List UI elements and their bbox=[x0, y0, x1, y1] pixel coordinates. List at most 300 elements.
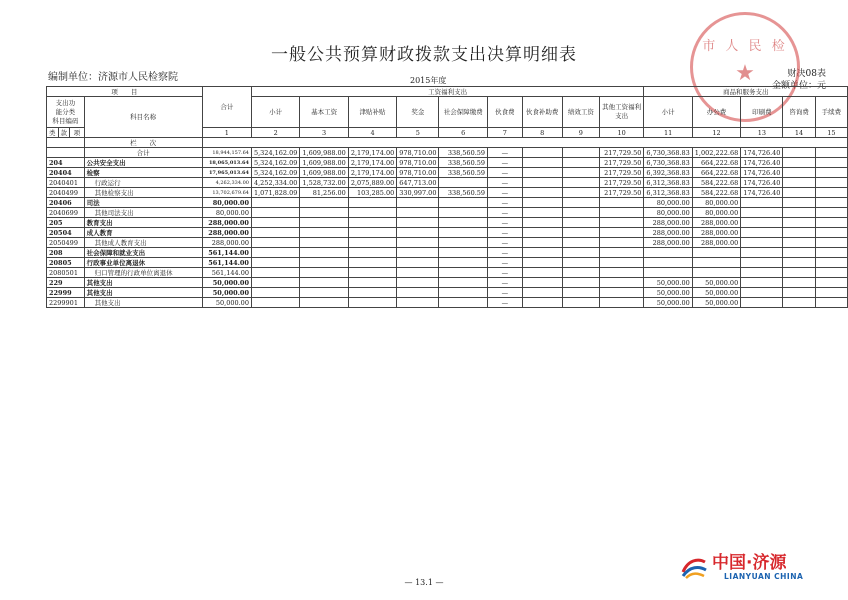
cell-col-2 bbox=[251, 208, 299, 218]
subject-name: 行政运行 bbox=[84, 178, 202, 188]
col-number-7: 7 bbox=[488, 128, 523, 138]
cell-col-1: 561,144.00 bbox=[202, 258, 251, 268]
cell-col-13: 174,726.40 bbox=[741, 188, 783, 198]
cell-col-5 bbox=[397, 278, 439, 288]
wage-col-8: 绩效工资 bbox=[562, 97, 599, 128]
cell-col-8 bbox=[522, 188, 562, 198]
form-number: 财决08表 bbox=[787, 69, 826, 79]
cell-col-1: 288,000.00 bbox=[202, 238, 251, 248]
cell-col-6 bbox=[439, 298, 488, 308]
cell-col-8 bbox=[522, 268, 562, 278]
cell-col-11: 288,000.00 bbox=[644, 238, 692, 248]
col-number-9: 9 bbox=[562, 128, 599, 138]
cell-col-13: 174,726.40 bbox=[741, 158, 783, 168]
subject-name: 公共安全支出 bbox=[84, 158, 202, 168]
cell-col-15 bbox=[815, 268, 847, 278]
cell-col-6: 338,560.59 bbox=[439, 188, 488, 198]
table-row bbox=[47, 248, 848, 258]
cell-col-12: 80,000.00 bbox=[692, 208, 740, 218]
cell-col-7: — bbox=[488, 148, 523, 158]
cell-col-11 bbox=[644, 258, 692, 268]
cell-col-12: 664,222.68 bbox=[692, 158, 740, 168]
cell-col-10 bbox=[599, 298, 643, 308]
cell-col-8 bbox=[522, 208, 562, 218]
cell-col-1: 17,965,013.64 bbox=[202, 168, 251, 178]
cell-col-15 bbox=[815, 238, 847, 248]
xiang-header: 项 bbox=[70, 128, 85, 138]
cell-col-7: — bbox=[488, 268, 523, 278]
cell-col-5 bbox=[397, 268, 439, 278]
cell-col-3 bbox=[300, 218, 348, 228]
cell-col-11 bbox=[644, 268, 692, 278]
cell-col-6 bbox=[439, 178, 488, 188]
cell-col-9 bbox=[562, 218, 599, 228]
cell-col-1: 13,702,679.64 bbox=[202, 188, 251, 198]
cell-col-6 bbox=[439, 268, 488, 278]
cell-col-11: 6,730,368.83 bbox=[644, 148, 692, 158]
cell-col-10 bbox=[599, 238, 643, 248]
cell-col-9 bbox=[562, 228, 599, 238]
cell-col-8 bbox=[522, 228, 562, 238]
cell-col-4 bbox=[348, 288, 396, 298]
cell-col-13: 174,726.40 bbox=[741, 148, 783, 158]
col-number-1: 1 bbox=[202, 128, 251, 138]
table-row bbox=[47, 288, 848, 298]
cell-col-3 bbox=[300, 288, 348, 298]
cell-col-4 bbox=[348, 208, 396, 218]
cell-col-6 bbox=[439, 288, 488, 298]
wage-col-9: 其他工资福利支出 bbox=[599, 97, 643, 128]
cell-col-7: — bbox=[488, 238, 523, 248]
subject-code: 22999 bbox=[47, 288, 85, 298]
cell-col-4 bbox=[348, 258, 396, 268]
cell-col-3 bbox=[300, 258, 348, 268]
cell-col-14 bbox=[783, 228, 815, 238]
cell-col-9 bbox=[562, 178, 599, 188]
table-row bbox=[47, 158, 848, 168]
cell-col-13 bbox=[741, 258, 783, 268]
cell-col-6 bbox=[439, 228, 488, 238]
goods-col-1: 小计 bbox=[644, 97, 692, 128]
cell-col-11: 50,000.00 bbox=[644, 278, 692, 288]
wage-col-7: 伙食补助费 bbox=[522, 97, 562, 128]
subject-name: 司法 bbox=[84, 198, 202, 208]
cell-col-10: 217,729.50 bbox=[599, 178, 643, 188]
cell-col-14 bbox=[783, 208, 815, 218]
wage-col-1: 小计 bbox=[251, 97, 299, 128]
col-number-13: 13 bbox=[741, 128, 783, 138]
expenditure-table bbox=[46, 86, 848, 308]
cell-col-15 bbox=[815, 158, 847, 168]
subject-code: 20406 bbox=[47, 198, 85, 208]
cell-col-8 bbox=[522, 248, 562, 258]
cell-col-6: 338,560.59 bbox=[439, 148, 488, 158]
cell-col-3 bbox=[300, 238, 348, 248]
compiling-unit: 编制单位：济源市人民检察院 bbox=[48, 72, 178, 83]
subject-name: 其他成人教育支出 bbox=[84, 238, 202, 248]
cell-col-11: 50,000.00 bbox=[644, 288, 692, 298]
goods-col-3: 印刷费 bbox=[741, 97, 783, 128]
cell-col-7: — bbox=[488, 188, 523, 198]
cell-col-8 bbox=[522, 198, 562, 208]
cell-col-11: 288,000.00 bbox=[644, 228, 692, 238]
cell-col-13 bbox=[741, 248, 783, 258]
report-year: 2015年度 bbox=[410, 76, 447, 85]
cell-col-4 bbox=[348, 248, 396, 258]
cell-col-1: 18,944,157.64 bbox=[202, 148, 251, 158]
cell-col-13 bbox=[741, 198, 783, 208]
table-row bbox=[47, 208, 848, 218]
page-number: — 13.1 — bbox=[404, 578, 444, 587]
cell-col-12 bbox=[692, 248, 740, 258]
seal-star-icon: ★ bbox=[735, 61, 755, 86]
cell-col-15 bbox=[815, 198, 847, 208]
cell-col-7: — bbox=[488, 258, 523, 268]
table-row bbox=[47, 268, 848, 278]
cell-col-2: 5,324,162.09 bbox=[251, 158, 299, 168]
cell-col-13 bbox=[741, 218, 783, 228]
subject-code: 204 bbox=[47, 158, 85, 168]
cell-col-11: 6,392,368.83 bbox=[644, 168, 692, 178]
cell-col-3 bbox=[300, 228, 348, 238]
cell-col-10 bbox=[599, 248, 643, 258]
wage-col-5: 社会保障缴费 bbox=[439, 97, 488, 128]
cell-col-15 bbox=[815, 208, 847, 218]
wage-col-4: 奖金 bbox=[397, 97, 439, 128]
cell-col-12: 1,002,222.68 bbox=[692, 148, 740, 158]
subject-code: 2050499 bbox=[47, 238, 85, 248]
subject-code: 2040699 bbox=[47, 208, 85, 218]
cell-col-6: 338,560.59 bbox=[439, 158, 488, 168]
cell-col-14 bbox=[783, 168, 815, 178]
cell-col-6 bbox=[439, 278, 488, 288]
wage-group-header: 工资福利支出 bbox=[251, 87, 643, 97]
cell-col-10 bbox=[599, 228, 643, 238]
cell-col-4: 2,179,174.00 bbox=[348, 168, 396, 178]
subject-name: 其他支出 bbox=[84, 278, 202, 288]
cell-col-11: 80,000.00 bbox=[644, 198, 692, 208]
cell-col-6: 338,560.59 bbox=[439, 168, 488, 178]
cell-col-14 bbox=[783, 148, 815, 158]
cell-col-8 bbox=[522, 258, 562, 268]
cell-col-3 bbox=[300, 208, 348, 218]
cell-col-12: 584,222.68 bbox=[692, 188, 740, 198]
col-number-3: 3 bbox=[300, 128, 348, 138]
cell-col-1: 288,000.00 bbox=[202, 228, 251, 238]
cell-col-12 bbox=[692, 258, 740, 268]
cell-col-4 bbox=[348, 298, 396, 308]
cell-col-5: 978,710.00 bbox=[397, 168, 439, 178]
cell-col-14 bbox=[783, 198, 815, 208]
code-header-line-1: 支出功 bbox=[55, 98, 76, 107]
col-number-12: 12 bbox=[692, 128, 740, 138]
cell-col-4 bbox=[348, 268, 396, 278]
lan-ci-label: 栏 次 bbox=[84, 138, 202, 148]
subject-name: 归口管理的行政单位离退休 bbox=[84, 268, 202, 278]
cell-col-15 bbox=[815, 178, 847, 188]
cell-col-5 bbox=[397, 238, 439, 248]
goods-group-header: 商品和服务支出 bbox=[644, 87, 848, 97]
table-row bbox=[47, 238, 848, 248]
cell-col-10 bbox=[599, 268, 643, 278]
cell-col-13 bbox=[741, 298, 783, 308]
cell-col-12: 288,000.00 bbox=[692, 218, 740, 228]
col-number-4: 4 bbox=[348, 128, 396, 138]
cell-col-7: — bbox=[488, 278, 523, 288]
subject-code: 20504 bbox=[47, 228, 85, 238]
cell-col-11: 80,000.00 bbox=[644, 208, 692, 218]
table-body bbox=[47, 148, 848, 308]
cell-col-11: 50,000.00 bbox=[644, 298, 692, 308]
cell-col-14 bbox=[783, 218, 815, 228]
money-unit: 金额单位：元 bbox=[771, 81, 826, 91]
cell-col-5: 330,997.00 bbox=[397, 188, 439, 198]
subject-code: 208 bbox=[47, 248, 85, 258]
logo-english-text: LIANYUAN CHINA bbox=[724, 572, 804, 581]
subject-name: 其他检察支出 bbox=[84, 188, 202, 198]
cell-col-2 bbox=[251, 238, 299, 248]
cell-col-15 bbox=[815, 258, 847, 268]
col-number-2: 2 bbox=[251, 128, 299, 138]
cell-col-12: 50,000.00 bbox=[692, 278, 740, 288]
lan-ci-fill bbox=[202, 138, 847, 148]
subject-name: 其他支出 bbox=[84, 298, 202, 308]
cell-col-10 bbox=[599, 288, 643, 298]
total-header: 合计 bbox=[202, 87, 251, 128]
cell-col-5: 647,713.00 bbox=[397, 178, 439, 188]
cell-col-1: 288,000.00 bbox=[202, 218, 251, 228]
cell-col-12: 288,000.00 bbox=[692, 228, 740, 238]
cell-col-8 bbox=[522, 148, 562, 158]
wage-col-3: 津贴补贴 bbox=[348, 97, 396, 128]
cell-col-10 bbox=[599, 208, 643, 218]
goods-col-5: 手续费 bbox=[815, 97, 847, 128]
table-row bbox=[47, 258, 848, 268]
cell-col-15 bbox=[815, 218, 847, 228]
cell-col-5 bbox=[397, 208, 439, 218]
cell-col-14 bbox=[783, 278, 815, 288]
code-header-line-2: 能分类 bbox=[55, 107, 76, 116]
col-number-11: 11 bbox=[644, 128, 692, 138]
cell-col-14 bbox=[783, 258, 815, 268]
subject-code: 229 bbox=[47, 278, 85, 288]
cell-col-14 bbox=[783, 238, 815, 248]
cell-col-2 bbox=[251, 298, 299, 308]
item-header: 项 目 bbox=[47, 87, 203, 97]
cell-col-2: 5,324,162.09 bbox=[251, 148, 299, 158]
cell-col-4 bbox=[348, 198, 396, 208]
cell-col-12: 50,000.00 bbox=[692, 288, 740, 298]
cell-col-3: 1,528,732.00 bbox=[300, 178, 348, 188]
cell-col-2 bbox=[251, 278, 299, 288]
cell-col-9 bbox=[562, 288, 599, 298]
cell-col-15 bbox=[815, 298, 847, 308]
cell-col-8 bbox=[522, 238, 562, 248]
cell-col-9 bbox=[562, 188, 599, 198]
cell-col-6 bbox=[439, 198, 488, 208]
cell-col-3: 81,256.00 bbox=[300, 188, 348, 198]
cell-col-2 bbox=[251, 248, 299, 258]
cell-col-8 bbox=[522, 158, 562, 168]
cell-col-1: 80,000.00 bbox=[202, 208, 251, 218]
cell-col-11: 6,312,368.83 bbox=[644, 188, 692, 198]
cell-col-2: 5,324,162.09 bbox=[251, 168, 299, 178]
cell-col-6 bbox=[439, 218, 488, 228]
cell-col-4: 103,285.00 bbox=[348, 188, 396, 198]
subject-code: 2299901 bbox=[47, 298, 85, 308]
name-header: 科目名称 bbox=[84, 97, 202, 138]
table-row bbox=[47, 168, 848, 178]
cell-col-8 bbox=[522, 288, 562, 298]
subject-code: 205 bbox=[47, 218, 85, 228]
table-row bbox=[47, 278, 848, 288]
cell-col-14 bbox=[783, 268, 815, 278]
report-title: 一般公共预算财政拨款支出决算明细表 bbox=[271, 45, 577, 65]
code-header-line-3: 科目编码 bbox=[52, 116, 79, 125]
col-number-8: 8 bbox=[522, 128, 562, 138]
cell-col-1: 561,144.00 bbox=[202, 248, 251, 258]
cell-col-10 bbox=[599, 198, 643, 208]
cell-col-13: 174,726.40 bbox=[741, 178, 783, 188]
cell-col-12: 664,222.68 bbox=[692, 168, 740, 178]
cell-col-11 bbox=[644, 248, 692, 258]
cell-col-12: 584,222.68 bbox=[692, 178, 740, 188]
cell-col-5 bbox=[397, 258, 439, 268]
cell-col-4: 2,075,889.00 bbox=[348, 178, 396, 188]
cell-col-2 bbox=[251, 198, 299, 208]
cell-col-9 bbox=[562, 268, 599, 278]
cell-col-13: 174,726.40 bbox=[741, 168, 783, 178]
cell-col-15 bbox=[815, 168, 847, 178]
cell-col-2: 1,071,828.09 bbox=[251, 188, 299, 198]
cell-col-2 bbox=[251, 218, 299, 228]
table-row bbox=[47, 188, 848, 198]
cell-col-14 bbox=[783, 248, 815, 258]
logo-chinese-text: 中国·济源 bbox=[712, 553, 787, 573]
cell-col-10 bbox=[599, 258, 643, 268]
cell-col-7: — bbox=[488, 228, 523, 238]
cell-col-7: — bbox=[488, 248, 523, 258]
subject-name: 行政事业单位离退休 bbox=[84, 258, 202, 268]
cell-col-7: — bbox=[488, 218, 523, 228]
cell-col-4 bbox=[348, 228, 396, 238]
cell-col-10: 217,729.50 bbox=[599, 148, 643, 158]
goods-col-4: 咨询费 bbox=[783, 97, 815, 128]
table-row bbox=[47, 148, 848, 158]
cell-col-6 bbox=[439, 238, 488, 248]
cell-col-13 bbox=[741, 208, 783, 218]
table-row bbox=[47, 298, 848, 308]
col-number-5: 5 bbox=[397, 128, 439, 138]
cell-col-10: 217,729.50 bbox=[599, 168, 643, 178]
cell-col-9 bbox=[562, 278, 599, 288]
cell-col-9 bbox=[562, 208, 599, 218]
cell-col-5: 978,710.00 bbox=[397, 158, 439, 168]
cell-col-15 bbox=[815, 228, 847, 238]
subject-code: 2040401 bbox=[47, 178, 85, 188]
cell-col-13 bbox=[741, 268, 783, 278]
cell-col-14 bbox=[783, 288, 815, 298]
wage-col-6: 伙食费 bbox=[488, 97, 523, 128]
cell-col-15 bbox=[815, 188, 847, 198]
site-logo bbox=[680, 548, 830, 588]
cell-col-5: 978,710.00 bbox=[397, 148, 439, 158]
subject-name: 教育支出 bbox=[84, 218, 202, 228]
logo-swirl-icon bbox=[680, 552, 708, 580]
cell-col-9 bbox=[562, 258, 599, 268]
cell-col-11: 6,730,368.83 bbox=[644, 158, 692, 168]
cell-col-13 bbox=[741, 278, 783, 288]
cell-col-9 bbox=[562, 148, 599, 158]
cell-col-1: 4,262,334.00 bbox=[202, 178, 251, 188]
cell-col-5 bbox=[397, 298, 439, 308]
goods-col-2: 办公费 bbox=[692, 97, 740, 128]
cell-col-5 bbox=[397, 198, 439, 208]
subject-code: 20805 bbox=[47, 258, 85, 268]
cell-col-3 bbox=[300, 198, 348, 208]
cell-col-3: 1,609,988.00 bbox=[300, 158, 348, 168]
cell-col-13 bbox=[741, 228, 783, 238]
kuan-header: 款 bbox=[58, 128, 70, 138]
col-number-10: 10 bbox=[599, 128, 643, 138]
cell-col-6 bbox=[439, 208, 488, 218]
subject-name: 社会保障和就业支出 bbox=[84, 248, 202, 258]
cell-col-12: 50,000.00 bbox=[692, 298, 740, 308]
table-row bbox=[47, 178, 848, 188]
cell-col-15 bbox=[815, 288, 847, 298]
cell-col-13 bbox=[741, 288, 783, 298]
cell-col-1: 50,000.00 bbox=[202, 278, 251, 288]
col-number-14: 14 bbox=[783, 128, 815, 138]
seal-text: 市 人 民 检 bbox=[702, 39, 788, 54]
subject-name: 其他支出 bbox=[84, 288, 202, 298]
table-row bbox=[47, 218, 848, 228]
cell-col-2 bbox=[251, 258, 299, 268]
cell-col-9 bbox=[562, 248, 599, 258]
cell-col-7: — bbox=[488, 158, 523, 168]
cell-col-12 bbox=[692, 268, 740, 278]
cell-col-1: 50,000.00 bbox=[202, 288, 251, 298]
col-number-6: 6 bbox=[439, 128, 488, 138]
cell-col-6 bbox=[439, 248, 488, 258]
cell-col-12: 80,000.00 bbox=[692, 198, 740, 208]
cell-col-15 bbox=[815, 278, 847, 288]
cell-col-1: 80,000.00 bbox=[202, 198, 251, 208]
cell-col-1: 50,000.00 bbox=[202, 298, 251, 308]
cell-col-9 bbox=[562, 168, 599, 178]
cell-col-7: — bbox=[488, 178, 523, 188]
code-header bbox=[47, 97, 85, 128]
wage-col-2: 基本工资 bbox=[300, 97, 348, 128]
cell-col-9 bbox=[562, 198, 599, 208]
cell-col-7: — bbox=[488, 298, 523, 308]
cell-col-8 bbox=[522, 278, 562, 288]
cell-col-2 bbox=[251, 268, 299, 278]
subject-name: 合计 bbox=[84, 148, 202, 158]
cell-col-8 bbox=[522, 298, 562, 308]
cell-col-4: 2,179,174.00 bbox=[348, 158, 396, 168]
cell-col-5 bbox=[397, 218, 439, 228]
cell-col-10: 217,729.50 bbox=[599, 188, 643, 198]
cell-col-11: 6,312,368.83 bbox=[644, 178, 692, 188]
cell-col-8 bbox=[522, 168, 562, 178]
subject-name: 其他司法支出 bbox=[84, 208, 202, 218]
subject-code: 20404 bbox=[47, 168, 85, 178]
cell-col-4 bbox=[348, 218, 396, 228]
subject-code: 2040499 bbox=[47, 188, 85, 198]
cell-col-12: 288,000.00 bbox=[692, 238, 740, 248]
cell-col-3 bbox=[300, 248, 348, 258]
